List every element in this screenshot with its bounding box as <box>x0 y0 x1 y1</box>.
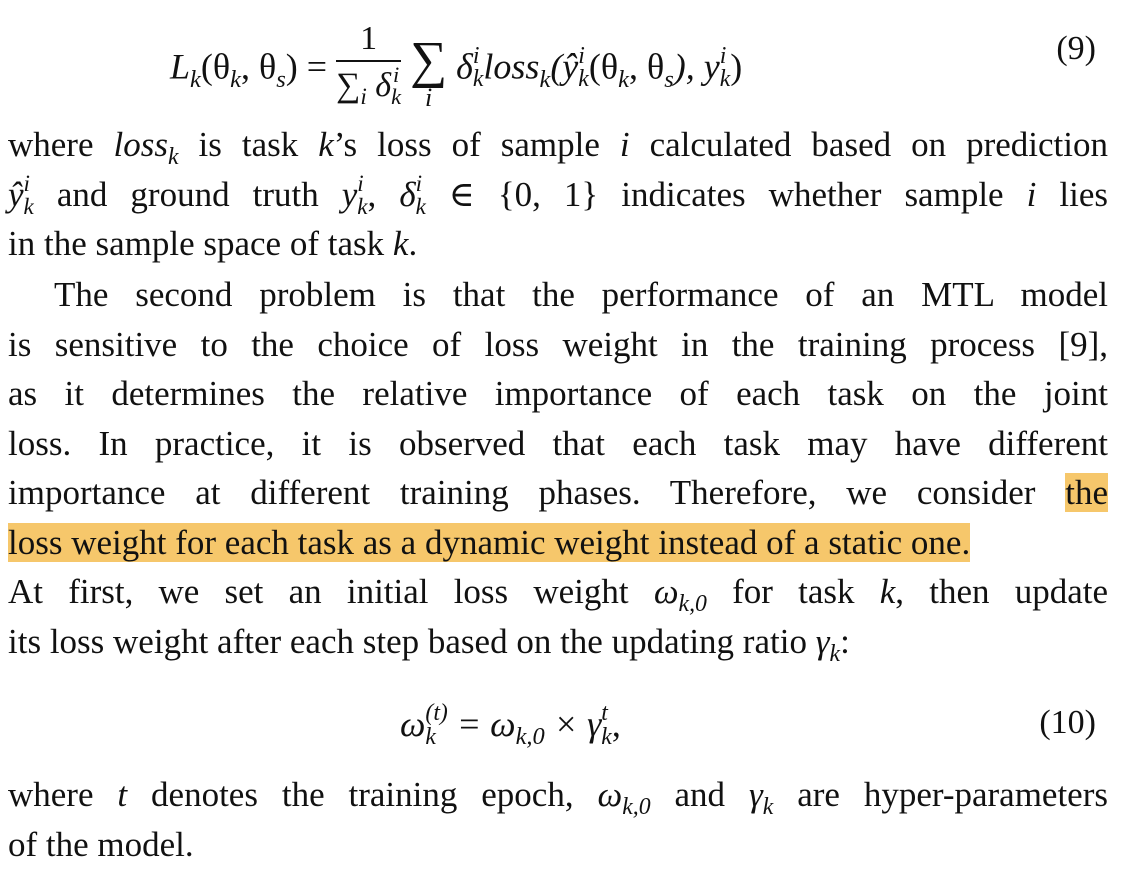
p1-line-1: where loss$_k$ is task k’s loss of sample i calculated based on prediction <box>8 125 1108 170</box>
p2-line-6 <box>8 518 1108 568</box>
p2-line-3: as it determines the relative importance of each task on the joint <box>8 374 1108 413</box>
p3-line-2: of the model. <box>8 824 194 864</box>
highlight-span-2[interactable]: loss weight for each task as a dynamic weight instead of a static one. <box>8 522 971 562</box>
equation-number-10: (10) <box>1039 704 1096 741</box>
p2-line-2: is sensitive to the choice of loss weight in the training process [9], <box>8 324 1108 364</box>
p2-line-7: At first, we set an initial loss weight $\omega_{k,0}$ for task k, then update <box>8 572 1108 617</box>
p2-line-5: importance at different training phases. Therefore, we consider the <box>8 473 1108 512</box>
eq9-summation: ∑ i <box>410 32 448 112</box>
eq9-fraction: 1 $\sum_i$ δ i k <box>336 20 402 111</box>
p2-line-8: its loss weight after each step based on the updating ratio $\gamma_k$: <box>8 621 850 667</box>
p1-line-2: ŷ i k and ground truth y i k , δ i k ∈ {0, 1} indicates whether sample i lies <box>8 170 1108 220</box>
equation-10 <box>0 690 1126 760</box>
p3-line-1: where t denotes the training epoch, $\omega_{k,0}$ and $\gamma_k$ are hyper-parameters <box>8 775 1108 820</box>
equation-number-9: (9) <box>1056 30 1096 67</box>
highlight-span-1[interactable]: the <box>1065 473 1108 512</box>
equation-10-body: ω (t) k = $\omega_{k,0} \times \gamma$ t k , <box>400 700 621 751</box>
paragraph-2 <box>8 270 1108 666</box>
p2-line-1: The second problem is that the performance of an MTL model <box>54 275 1108 314</box>
p1-line-3: in the sample space of task k. <box>8 224 418 263</box>
eq9-lhs: L <box>170 46 191 87</box>
p2-line-4: loss. In practice, it is observed that each task may have different <box>8 423 1108 463</box>
equation-9-body: $L_k(\theta_k$, $\theta_s$) = 1 $\sum_i$ δ i k ∑ i δ i k loss$_k$(ŷ i k ($\theta_k$, $\theta_s$), y i k ) <box>170 20 743 112</box>
paragraph-1 <box>8 120 1108 269</box>
paragraph-3 <box>8 770 1108 869</box>
equation-9 <box>0 4 1126 114</box>
